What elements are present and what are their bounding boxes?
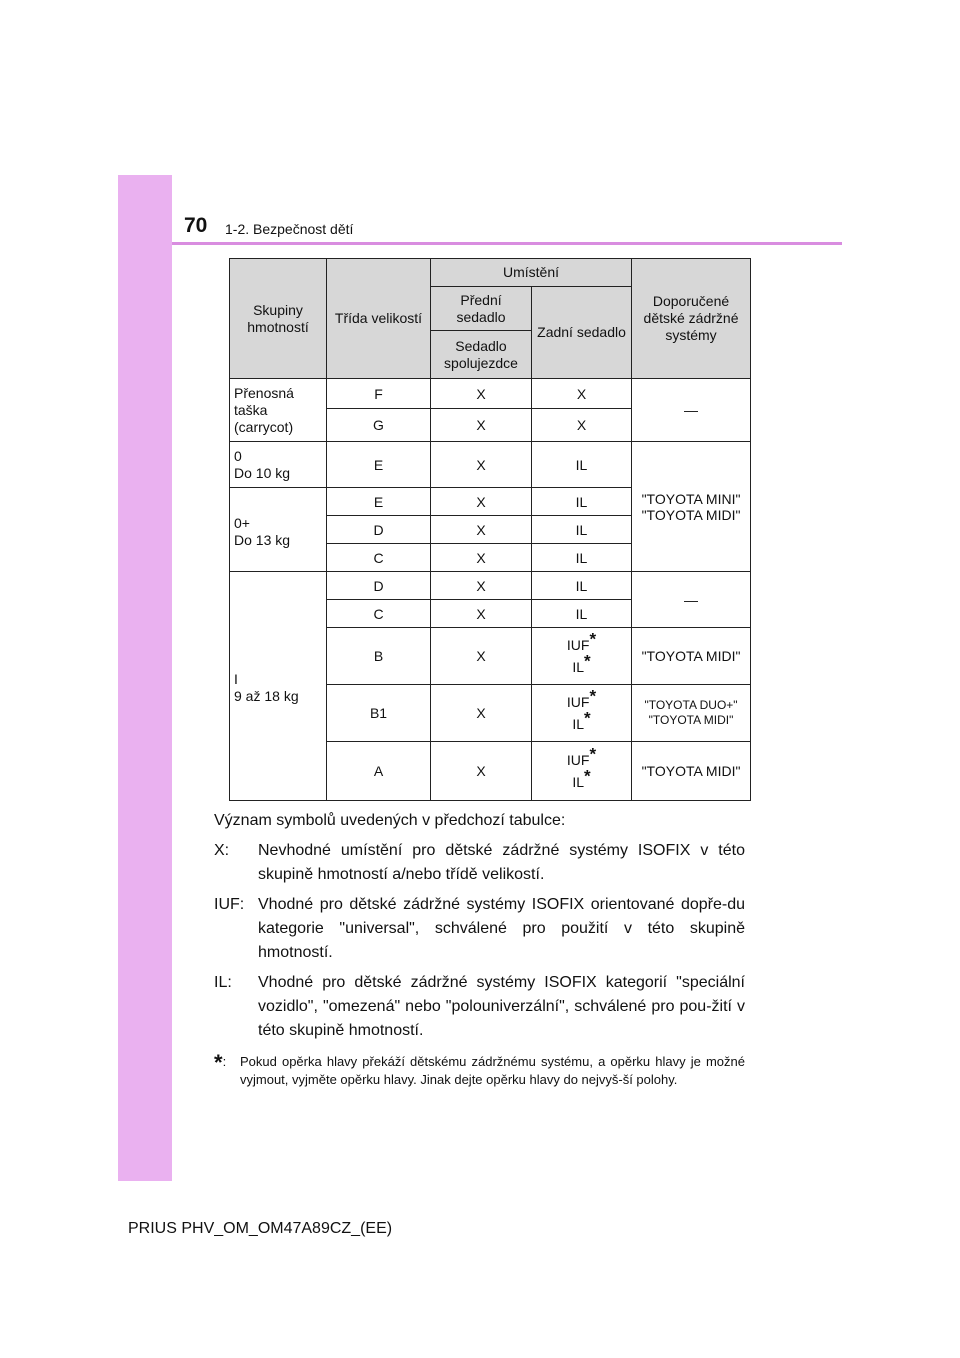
rear-iuf: IUF <box>566 752 590 768</box>
front-cell: X <box>431 544 532 572</box>
legend-intro: Význam symbolů uvedených v předchozí tabulce: <box>214 812 566 829</box>
size-cell: C <box>327 600 431 628</box>
group-0plus: 0+ Do 13 kg <box>230 488 327 572</box>
front-cell: X <box>431 628 532 685</box>
size-cell: C <box>327 544 431 572</box>
table-row <box>230 379 751 409</box>
rear-cell: IL <box>532 442 632 488</box>
front-cell: X <box>431 488 532 516</box>
group-1: I 9 až 18 kg <box>230 572 327 801</box>
size-cell: B1 <box>327 685 431 742</box>
rear-iuf: IUF <box>566 637 590 653</box>
legend-code: IL: <box>214 974 232 991</box>
size-cell: F <box>327 379 431 409</box>
size-cell: E <box>327 488 431 516</box>
document-id: PRIUS PHV_OM_OM47A89CZ_(EE) <box>128 1220 393 1237</box>
table-row <box>230 572 751 600</box>
rear-cell: X <box>532 409 632 442</box>
rear-cell: IL <box>532 544 632 572</box>
footnote-text: Pokud opěrka hlavy překáží dětskému zádržnému systému, a opěrku hlavy je možné vyjmout, vyjměte opěrku hlavy. Jinak dejte opěrku hlavy do nejvyš-ší polohy. <box>240 1054 745 1087</box>
size-cell: D <box>327 572 431 600</box>
footnote-mark <box>214 1050 240 1089</box>
section-title: 1-2. Bezpečnost dětí <box>225 221 354 237</box>
table-row <box>230 442 751 488</box>
system-cell: "TOYOTA MINI" "TOYOTA MIDI" <box>632 442 751 572</box>
size-cell: B <box>327 628 431 685</box>
asterisk: * <box>589 744 597 764</box>
group-0: 0 Do 10 kg <box>230 442 327 488</box>
isofix-table <box>229 258 751 801</box>
legend-item <box>214 971 745 1043</box>
front-cell: X <box>431 600 532 628</box>
front-cell: X <box>431 409 532 442</box>
rear-iuf: IUF <box>566 694 590 710</box>
asterisk: * <box>584 651 591 671</box>
side-tab-bar <box>118 175 172 1181</box>
asterisk: * <box>584 708 591 728</box>
header-recommended: Doporučené dětské zádržné systémy <box>632 259 751 379</box>
legend-item <box>214 839 745 887</box>
system-cell: "TOYOTA DUO+" "TOYOTA MIDI" <box>632 685 751 742</box>
size-cell: E <box>327 442 431 488</box>
rear-cell <box>532 685 632 742</box>
legend-text: Vhodné pro dětské zádržné systémy ISOFIX orientované dopře-du kategorie "universal", schválené pro použití v této skupině hmotností. <box>258 896 745 961</box>
system-cell: — <box>632 572 751 628</box>
front-cell: X <box>431 379 532 409</box>
rear-cell: X <box>532 379 632 409</box>
rear-il: IL <box>572 774 585 790</box>
group-carrycot: Přenosná taška (carrycot) <box>230 379 327 442</box>
size-cell: A <box>327 742 431 801</box>
footnote-asterisk: * <box>214 1050 223 1075</box>
header-rule <box>172 242 842 245</box>
rear-cell: IL <box>532 488 632 516</box>
header-placement: Umístění <box>431 259 632 287</box>
front-cell: X <box>431 442 532 488</box>
header-passenger-seat: Sedadlo spolujezdce <box>431 331 532 379</box>
asterisk: * <box>589 629 597 649</box>
asterisk: * <box>589 686 597 706</box>
rear-cell: IL <box>532 600 632 628</box>
footnote <box>214 1050 745 1089</box>
front-cell: X <box>431 572 532 600</box>
rear-cell <box>532 742 632 801</box>
rear-cell: IL <box>532 572 632 600</box>
legend-code: X: <box>214 842 230 859</box>
header-size-class: Třída velikostí <box>327 259 431 379</box>
rear-il: IL <box>572 716 585 732</box>
system-cell: "TOYOTA MIDI" <box>632 628 751 685</box>
size-cell: G <box>327 409 431 442</box>
rear-cell: IL <box>532 516 632 544</box>
legend-code: IUF: <box>214 896 245 913</box>
header-rear-seat: Zadní sedadlo <box>532 287 632 379</box>
front-cell: X <box>431 516 532 544</box>
front-cell: X <box>431 685 532 742</box>
footnote-colon: : <box>222 1054 227 1069</box>
system-cell: "TOYOTA MIDI" <box>632 742 751 801</box>
legend-text: Vhodné pro dětské zádržné systémy ISOFIX kategorií "speciální vozidlo", "omezená" nebo "polouniverzální", schválené pro pou-žití v této skupině hmotností. <box>258 974 745 1039</box>
header-front-seat: Přední sedadlo <box>431 287 532 331</box>
header-weight-groups: Skupiny hmotností <box>230 259 327 379</box>
asterisk: * <box>584 766 591 786</box>
rear-il: IL <box>572 659 585 675</box>
legend-text: Nevhodné umístění pro dětské zádržné systémy ISOFIX v této skupině hmotností a/nebo třídě velikostí. <box>258 842 745 883</box>
system-cell: — <box>632 379 751 442</box>
front-cell: X <box>431 742 532 801</box>
page-number: 70 <box>184 214 208 237</box>
legend-item <box>214 893 745 965</box>
symbol-legend <box>214 809 745 1089</box>
rear-cell <box>532 628 632 685</box>
size-cell: D <box>327 516 431 544</box>
